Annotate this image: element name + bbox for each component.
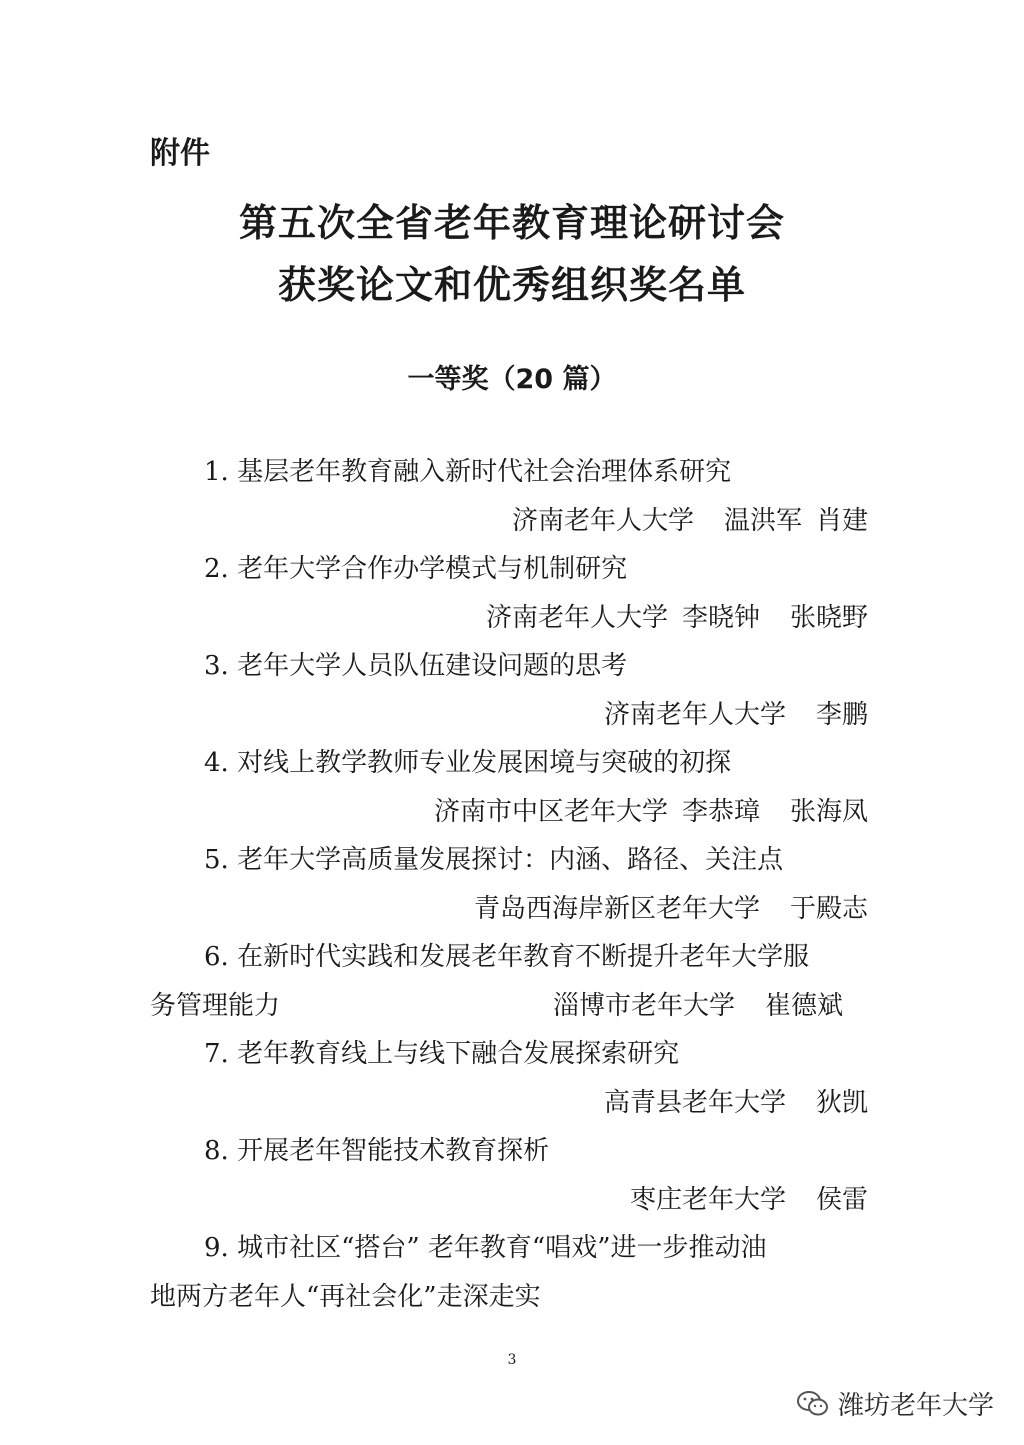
list-item-authors bbox=[553, 989, 843, 1023]
list-item-title: 6. 在新时代实践和发展老年教育不断提升老年大学服 bbox=[204, 942, 810, 972]
author-name: 狄凯 bbox=[815, 1088, 868, 1118]
author-name: 崔德斌 bbox=[765, 991, 844, 1021]
author-org: 高青县老年大学 bbox=[603, 1088, 786, 1118]
author-name: 温洪军 bbox=[723, 506, 802, 536]
author-name: 于殿志 bbox=[789, 894, 868, 924]
author-org: 济南市中区老年大学 bbox=[433, 797, 668, 827]
author-name: 李鹏 bbox=[815, 700, 868, 730]
list-item-authors bbox=[604, 698, 868, 732]
list-item-title: 2. 老年大学合作办学模式与机制研究 bbox=[204, 554, 628, 584]
list-item-title: 7. 老年教育线上与线下融合发展探索研究 bbox=[204, 1039, 680, 1069]
list-item-title: 5. 老年大学高质量发展探讨：内涵、路径、关注点 bbox=[204, 845, 784, 875]
list-item-authors bbox=[604, 1086, 868, 1120]
list-item-title: 1. 基层老年教育融入新时代社会治理体系研究 bbox=[204, 457, 732, 487]
author-org: 淄博市老年大学 bbox=[553, 991, 736, 1021]
author-org: 济南老年人大学 bbox=[603, 700, 786, 730]
author-org: 枣庄老年大学 bbox=[629, 1185, 786, 1215]
author-name: 张晓野 bbox=[789, 603, 868, 633]
list-item-title-continued: 务管理能力 bbox=[150, 991, 281, 1021]
document-title-line-1: 第五次全省老年教育理论研讨会 bbox=[238, 201, 785, 245]
author-name: 张海凤 bbox=[789, 797, 868, 827]
attachment-label: 附件 bbox=[150, 136, 210, 171]
list-item-title: 9. 城市社区“搭台” 老年教育“唱戏”进一步推动油 bbox=[204, 1233, 767, 1263]
author-org: 青岛西海岸新区老年大学 bbox=[473, 894, 760, 924]
section-heading-first-prize: 一等奖（20 篇） bbox=[407, 364, 617, 395]
list-item-title: 4. 对线上教学教师专业发展困境与突破的初探 bbox=[204, 748, 732, 778]
list-item-authors bbox=[630, 1183, 868, 1217]
list-item-title: 8. 开展老年智能技术教育探析 bbox=[204, 1136, 550, 1166]
list-item-authors bbox=[474, 892, 868, 926]
author-org: 济南老年人大学 bbox=[511, 506, 694, 536]
author-name: 李晓钟 bbox=[681, 603, 760, 633]
wechat-icon bbox=[796, 1389, 830, 1419]
list-item-title-continued: 地两方老年人“再社会化”走深走实 bbox=[150, 1282, 541, 1312]
author-name: 李恭璋 bbox=[681, 797, 760, 827]
account-watermark bbox=[796, 1385, 994, 1422]
list-item-authors bbox=[486, 601, 868, 635]
author-name: 肖建 bbox=[815, 506, 868, 536]
page-number: 3 bbox=[507, 1352, 517, 1368]
list-item-authors bbox=[434, 795, 868, 829]
list-item-title: 3. 老年大学人员队伍建设问题的思考 bbox=[204, 651, 628, 681]
watermark-text: 潍坊老年大学 bbox=[837, 1391, 994, 1421]
author-org: 济南老年人大学 bbox=[485, 603, 668, 633]
author-name: 侯雷 bbox=[815, 1185, 868, 1215]
list-item-authors bbox=[512, 504, 868, 538]
document-title-line-2: 获奖论文和优秀组织奖名单 bbox=[277, 263, 746, 307]
